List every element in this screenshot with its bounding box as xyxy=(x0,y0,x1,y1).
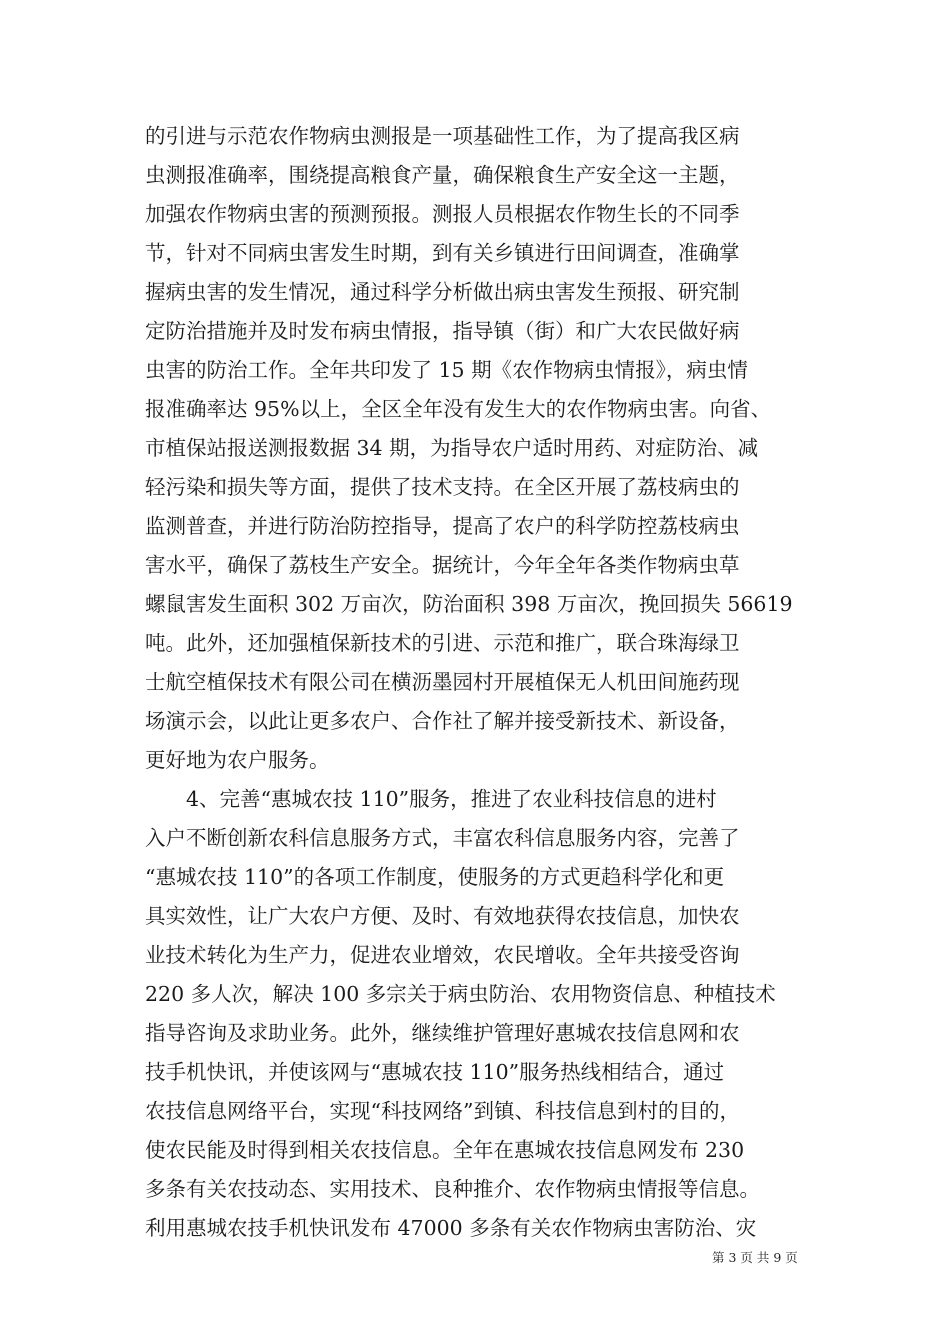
text-line: 技手机快讯，并使该网与“惠城农技 110”服务热线相结合，通过 xyxy=(145,1060,725,1084)
text-line: 农技信息网络平台，实现“科技网络”到镇、科技信息到村的目的， xyxy=(145,1099,740,1123)
paragraph-start-line: 4、完善“惠城农技 110”服务，推进了农业科技信息的进村 xyxy=(186,787,717,811)
text-line: 具实效性，让广大农户方便、及时、有效地获得农技信息，加快农 xyxy=(145,904,740,928)
text-line: 指导咨询及求助业务。此外，继续维护管理好惠城农技信息网和农 xyxy=(145,1021,740,1045)
text-line: 业技术转化为生产力，促进农业增效，农民增收。全年共接受咨询 xyxy=(145,943,740,967)
text-line: 士航空植保技术有限公司在横沥墨园村开展植保无人机田间施药现 xyxy=(145,670,740,694)
text-line: 场演示会，以此让更多农户、合作社了解并接受新技术、新设备， xyxy=(145,709,740,733)
text-line: “惠城农技 110”的各项工作制度，使服务的方式更趋科学化和更 xyxy=(145,865,725,889)
text-line: 监测普查，并进行防治防控指导，提高了农户的科学防控荔枝病虫 xyxy=(145,514,740,538)
text-line: 加强农作物病虫害的预测预报。测报人员根据农作物生长的不同季 xyxy=(145,202,740,226)
body-text xyxy=(145,117,825,1248)
text-line: 市植保站报送测报数据 34 期，为指导农户适时用药、对症防治、减 xyxy=(145,436,759,460)
text-line: 节，针对不同病虫害发生时期，到有关乡镇进行田间调查，准确掌 xyxy=(145,241,740,265)
text-line: 入户不断创新农科信息服务方式，丰富农科信息服务内容，完善了 xyxy=(145,826,740,850)
page-number-footer: 第 3 页 共 9 页 xyxy=(712,1250,798,1265)
text-line: 握病虫害的发生情况，通过科学分析做出病虫害发生预报、研究制 xyxy=(145,280,740,304)
text-line: 虫害的防治工作。全年共印发了 15 期《农作物病虫情报》，病虫情 xyxy=(145,358,748,382)
text-line: 利用惠城农技手机快讯发布 47000 多条有关农作物病虫害防治、灾 xyxy=(145,1216,757,1240)
text-line: 吨。此外，还加强植保新技术的引进、示范和推广，联合珠海绿卫 xyxy=(145,631,740,655)
text-line: 虫测报准确率，围绕提高粮食产量，确保粮食生产安全这一主题， xyxy=(145,163,740,187)
text-line: 轻污染和损失等方面，提供了技术支持。在全区开展了荔枝病虫的 xyxy=(145,475,740,499)
text-line: 220 多人次，解决 100 多宗关于病虫防治、农用物资信息、种植技术 xyxy=(145,982,776,1006)
text-line: 螺鼠害发生面积 302 万亩次，防治面积 398 万亩次，挽回损失 56619 xyxy=(145,592,793,616)
text-line: 报准确率达 95%以上，全区全年没有发生大的农作物病虫害。向省、 xyxy=(145,397,772,421)
text-line: 定防治措施并及时发布病虫情报，指导镇（街）和广大农民做好病 xyxy=(145,319,740,343)
text-line: 害水平，确保了荔枝生产安全。据统计，今年全年各类作物病虫草 xyxy=(145,553,740,577)
text-line: 多条有关农技动态、实用技术、良种推介、农作物病虫情报等信息。 xyxy=(145,1177,760,1201)
text-line: 使农民能及时得到相关农技信息。全年在惠城农技信息网发布 230 xyxy=(145,1138,745,1162)
text-line: 更好地为农户服务。 xyxy=(145,748,330,772)
text-line: 的引进与示范农作物病虫测报是一项基础性工作，为了提高我区病 xyxy=(145,124,740,148)
